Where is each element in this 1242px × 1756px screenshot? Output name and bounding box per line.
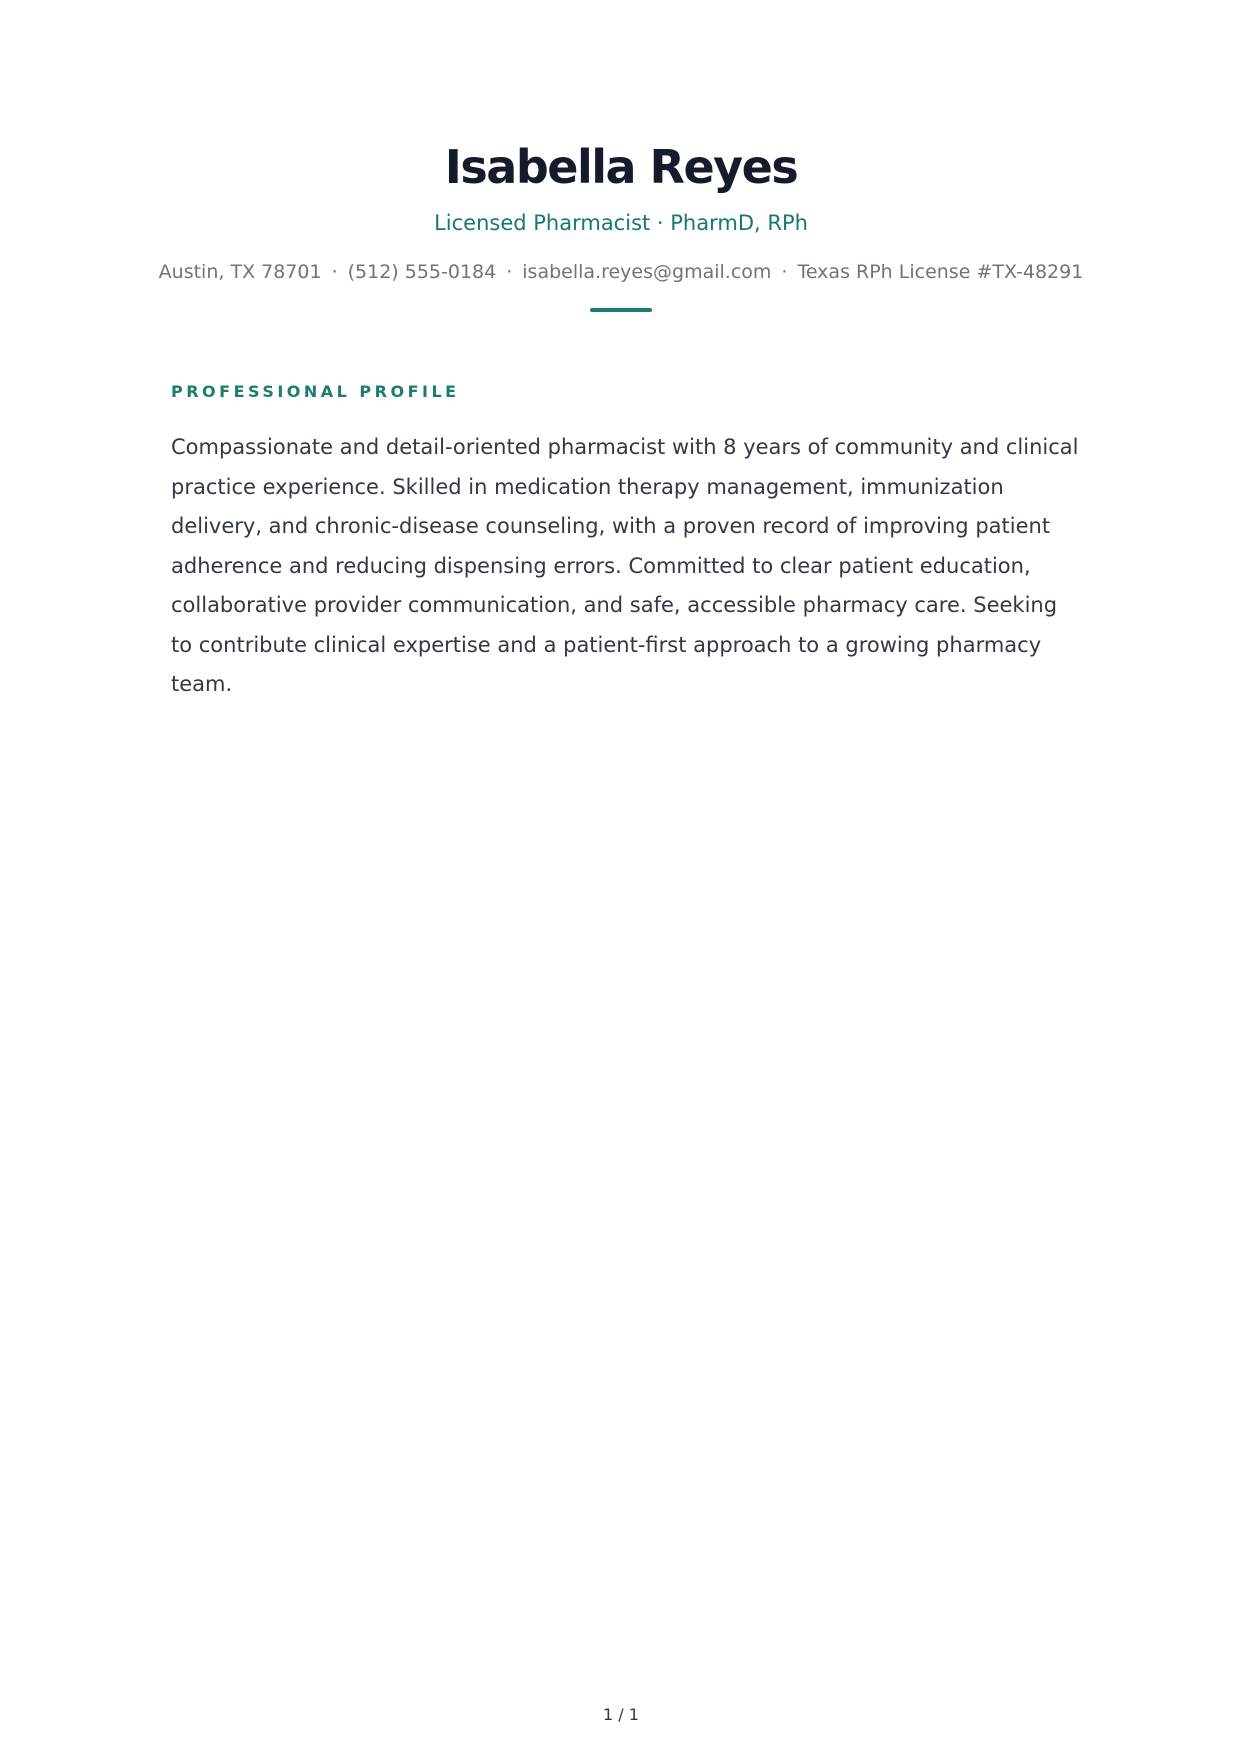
section-heading-profile: PROFESSIONAL PROFILE bbox=[171, 382, 460, 401]
profile-section bbox=[171, 380, 1081, 726]
candidate-title: Licensed Pharmacist · PharmD, RPh bbox=[434, 211, 808, 235]
contact-separator: · bbox=[331, 261, 338, 283]
page-number: 1 / 1 bbox=[603, 1705, 639, 1724]
candidate-name: Isabella Reyes bbox=[444, 140, 798, 194]
contact-separator: · bbox=[781, 261, 788, 283]
contact-license: Texas RPh License #TX-48291 bbox=[797, 261, 1084, 283]
profile-paragraph: Compassionate and detail-oriented pharmacist with 8 years of community and clinical practice experience. Skilled in medication therapy management, immunization delivery, and chronic-disease counseling, with a proven record of improving patient adherence and reducing dispensing errors. Committed to clear patient education, collaborative provider communication, and safe, accessible pharmacy care. Seeking to contribute clinical expertise and a patient-first approach to a growing pharmacy team. bbox=[171, 435, 1079, 696]
contact-line bbox=[0, 258, 1242, 286]
contact-phone: (512) 555-0184 bbox=[347, 261, 497, 283]
resume-header bbox=[0, 138, 1242, 312]
header-divider bbox=[590, 308, 652, 312]
contact-separator: · bbox=[506, 261, 513, 283]
contact-location: Austin, TX 78701 bbox=[158, 261, 322, 283]
contact-email: isabella.reyes@gmail.com bbox=[522, 261, 772, 283]
